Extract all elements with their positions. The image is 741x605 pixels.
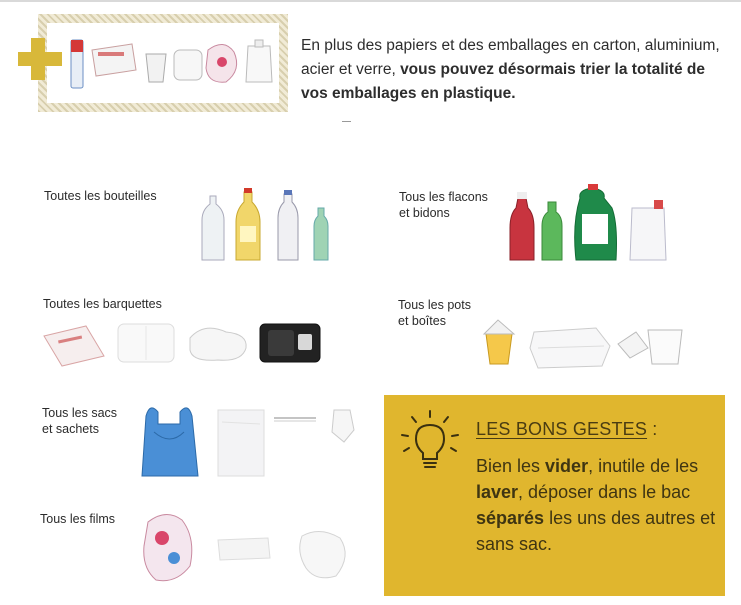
category-label-flacons: Tous les flacons et bidons [399, 190, 488, 220]
bottles-image [198, 188, 338, 268]
lightbulb-icon [398, 409, 462, 479]
films-image [140, 508, 370, 588]
separator-dash [342, 121, 351, 122]
tips-body: Bien les vider, inutile de les laver, déposer dans le bac séparés les uns des autres et sans sac. [476, 456, 716, 554]
intro-text: En plus des papiers et des emballages en carton, aluminium, acier et verre, vous pouvez désormais trier la totalité de vos emballages en plastique. [301, 37, 720, 102]
plastic-packaging-illustration [66, 30, 281, 100]
category-label-films: Tous les films [40, 512, 116, 526]
top-border [0, 0, 741, 2]
category-label-barquettes: Toutes les barquettes [43, 297, 162, 311]
category-label-bouteilles: Toutes les bouteilles [44, 189, 157, 203]
tips-title: LES BONS GESTES : [476, 419, 658, 439]
bags-and-sachets-image [140, 402, 370, 480]
tips-box [384, 395, 725, 596]
category-label-sacs: Tous les sacs et sachets [42, 406, 118, 436]
trays-image [42, 318, 332, 368]
flasks-and-jugs-image [508, 184, 678, 266]
category-label-pots: Tous les pots et boîtes [398, 298, 471, 328]
pots-and-boxes-image [478, 318, 698, 370]
